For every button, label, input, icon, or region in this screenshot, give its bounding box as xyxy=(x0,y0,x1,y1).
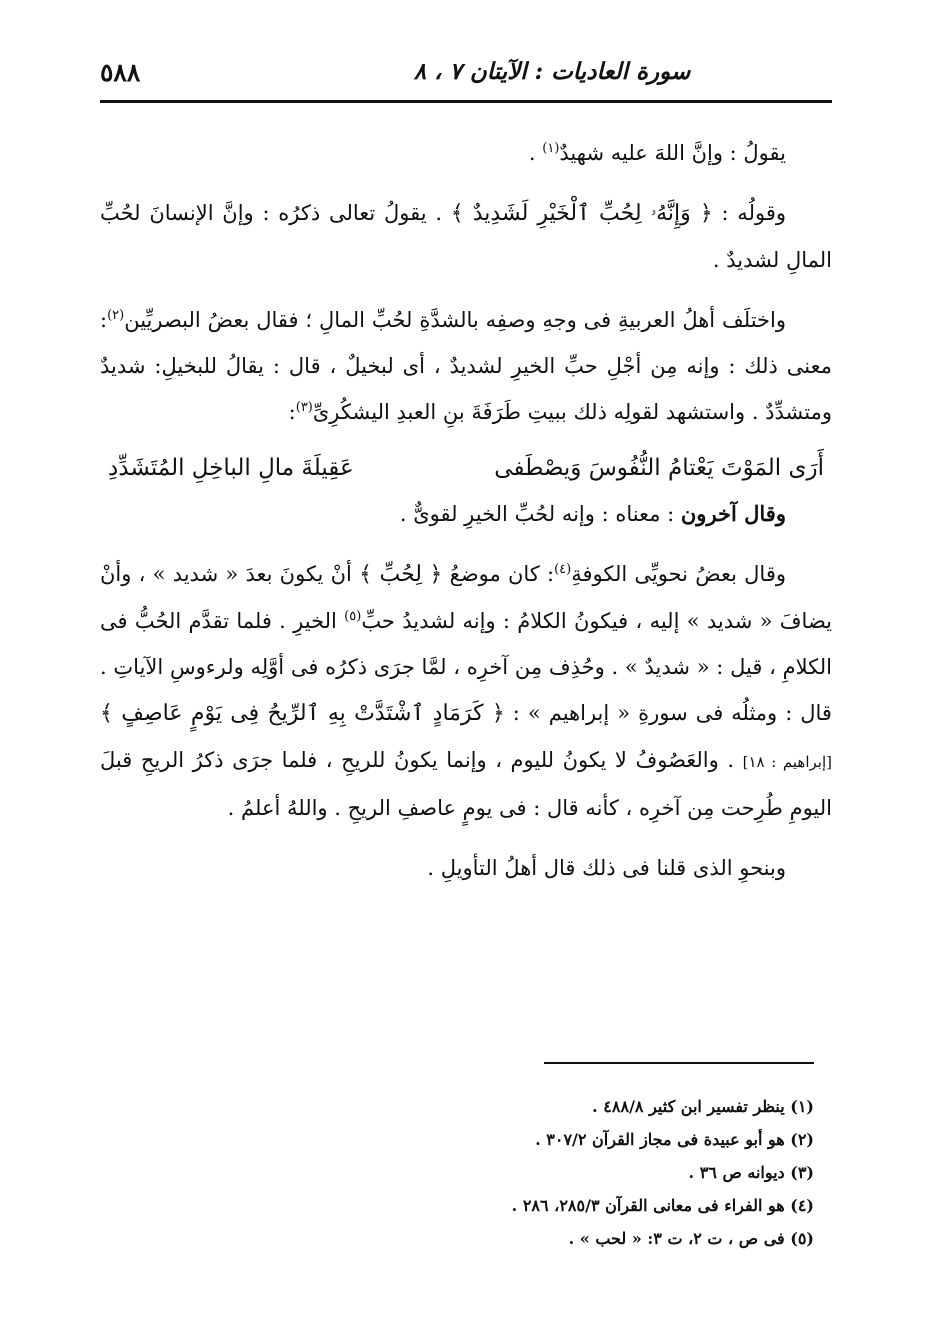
p2-post: . يقولُ تعالى ذكرُه : وإنَّ الإنسانَ لحُبِّ المالِ لشديدٌ . xyxy=(100,201,832,272)
page-number: ٥٨٨ xyxy=(100,58,141,87)
p1-end: . xyxy=(528,141,543,165)
p3-c: : xyxy=(288,400,296,424)
p3-b: : معنى ذلك : وإنه مِن أجْلِ حبِّ الخيرِ لشديدٌ ، أى لبخيلٌ ، قال : يقالُ للبخيلِ: شديدٌ ومتشدِّدٌ . واستشهد لقولِه ذلك ببيتِ طَرَفَةَ بنِ العبدِ اليشكُرِىِّ xyxy=(100,308,832,424)
p5-a: وقال بعضُ نحويِّى الكوفةِ xyxy=(571,562,786,586)
footnote-ref-4: (٤) xyxy=(554,562,572,577)
footnote-rule xyxy=(544,1062,814,1064)
p5-f: . والعَصُوفُ لا يكونُ لليوم ، وإنما يكونُ للريحِ ، فلما جرَى ذكرُ الريحِ قبلَ اليومِ طُرِحت مِن آخرِه ، كأنه قال : فى يومٍ عاصفِ الريحِ . واللهُ أعلمُ . xyxy=(100,748,832,820)
footnote-1: (١) ينظر تفسير ابن كثير ٤٨٨/٨ . xyxy=(592,1097,814,1116)
page-header xyxy=(100,52,832,92)
quran-verse-1: ﴿ وَإِنَّهُۥ لِحُبِّ ٱلْخَيْرِ لَشَدِيدٌ ﴾ xyxy=(450,201,713,226)
quran-word: ﴿ لِحُبِّ ﴾ xyxy=(359,562,443,587)
p5-b: : كان موضعُ xyxy=(442,562,555,586)
paragraph-6 xyxy=(100,845,832,891)
paragraph-3 xyxy=(100,297,832,435)
verse-citation: [إبراهيم : ١٨] xyxy=(742,753,832,771)
poem-second-hemistich: عَقِيلَةَ مالِ الباخِلِ المُتَشَدِّدِ xyxy=(108,455,354,481)
quran-verse-2: ﴿ كَرَمَادٍ ٱشْتَدَّتْ بِهِ ٱلرِّيحُ فِى يَوْمٍ عَاصِفٍ ﴾ xyxy=(100,701,505,726)
running-head: سورة العاديات : الآيتان ٧ ، ٨ xyxy=(413,58,691,85)
paragraph-4 xyxy=(100,491,832,537)
footnote-ref-2: (٢) xyxy=(107,308,125,323)
header-rule xyxy=(100,100,832,103)
p3-a: واختلَف أهلُ العربيةِ فى وجهِ وصفِه بالشدَّةِ لحُبِّ المالِ ؛ فقال بعضُ البصريِّين xyxy=(124,308,786,332)
poem-first-hemistich: أَرَى المَوْتَ يَعْتامُ النُّفُوسَ وَيصْطَفى xyxy=(494,455,824,481)
footnotes xyxy=(100,1090,814,1255)
poem-verse xyxy=(100,445,832,491)
p5-d: الخيرِ . فلما تقدَّم الحُبُّ فى الكلامِ ، قيل : « شديدٌ » . وحُذِف مِن آخرِه ، لمَّا جرَى ذكرُه فى أوَّلِه ولرءوسِ الآياتِ . قال : ومثلُه فى سورةِ « إبراهيم » : xyxy=(100,609,832,725)
p6-text: وبنحوِ الذى قلنا فى ذلك قال أهلُ التأويلِ . xyxy=(427,856,786,880)
paragraph-5 xyxy=(100,551,832,831)
p5-c: أنْ يكونَ بعدَ « شديد » ، وأنْ يضافَ « شديد » إليه ، فيكونُ الكلامُ : وإنه لشديدُ حبِّ xyxy=(100,562,833,633)
footnote-2: (٢) هو أبو عبيدة فى مجاز القرآن ٣٠٧/٢ . xyxy=(535,1130,814,1149)
p4-bold: وقال آخرون xyxy=(680,501,786,526)
paragraph-2 xyxy=(100,190,832,283)
footnote-ref-5: (٥) xyxy=(344,609,362,624)
p4-rest: : معناه : وإنه لحُبِّ الخيرِ لقوىٌّ . xyxy=(399,502,675,526)
p2-pre: وقولُه : xyxy=(712,201,786,225)
main-text xyxy=(100,130,832,891)
paragraph-1 xyxy=(100,130,832,176)
p1-text: يقولُ : وإنَّ اللهَ عليه شهيدٌ xyxy=(559,141,786,165)
footnote-ref-1: (١) xyxy=(542,141,560,156)
footnote-3: (٣) ديوانه ص ٣٦ . xyxy=(688,1163,814,1182)
footnote-5: (٥) فى ص ، ت ٢، ت ٣: « لحب » . xyxy=(568,1229,814,1248)
footnote-4: (٤) هو الفراء فى معانى القرآن ٢٨٥/٣، ٢٨٦ . xyxy=(511,1196,814,1215)
footnote-ref-3: (٣) xyxy=(295,400,313,415)
